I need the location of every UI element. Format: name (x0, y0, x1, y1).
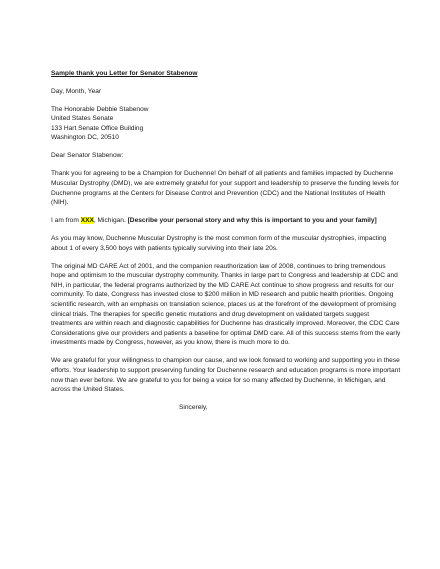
placeholder-highlight: XXX (80, 217, 94, 225)
personal-middle: , Michigan. (93, 217, 128, 225)
letter-date: Day, Month, Year (51, 87, 102, 95)
letter-title: Sample thank you Letter for Senator Stabenow (51, 70, 198, 77)
paragraph-md-care-act: The original MD CARE Act of 2001, and the companion reauthorization law of 2008, continues to bring tremendous hope and optimism to the muscular dystrophy community. Thanks in large part to Congress and leadership at CDC and NIH, in particular, the federal programs authorized by the MD CARE Act continue to show progress and results for our community. To date, Congress has invested close to $200 million in MD research and public health priorities. Ongoing scientific research, with an emphasis on translation science, places us at the forefront of the development of promising clinical trials. The therapies for specific genetic mutations and drug development on validated targets suggest treatments are within reach and diagnostic capabilities for Duchenne has drastically improved. Moreover, the CDC Care Considerations give our providers and patients a baseline for optimal DMD care. All of this success stems from the early investments made by Congress, however, as you know, there is much more to do. (51, 262, 401, 347)
address-line: The Honorable Debbie Stabenow (51, 105, 149, 113)
recipient-address (51, 105, 401, 143)
address-line: Washington DC, 20510 (51, 134, 119, 142)
paragraph-thanks: Thank you for agreeing to be a Champion for Duchenne! On behalf of all patients and families impacted by Duchenne Muscular Dystrophy (DMD), we are extremely grateful for your support and leadership to preserve the funding levels for Duchenne programs at the Centers for Disease Control and Prevention (CDC) and the National Institutes of Health (NIH). (51, 170, 399, 207)
closing: Sincerely, (179, 404, 208, 412)
personal-instruction: [Describe your personal story and why this is important to you and your family] (127, 217, 377, 225)
personal-prefix: I am from (51, 217, 81, 225)
paragraph-gratitude: We are grateful for your willingness to champion our cause, and we look forward to working and supporting you in these efforts. Your leadership to support preserving funding for Duchenne research and education programs is more important now than ever before. We are grateful to you for being a voice for so many affected by Duchenne, in Michigan, and across the United States. (51, 357, 401, 394)
salutation: Dear Senator Stabenow: (51, 152, 124, 160)
paragraph-personal (51, 216, 401, 226)
letter-body (51, 69, 401, 413)
address-line: United States Senate (51, 115, 114, 123)
address-line: 133 Hart Senate Office Building (51, 124, 144, 132)
paragraph-dmd: As you may know, Duchenne Muscular Dystrophy is the most common form of the muscular dystrophies, impacting about 1 of every 3,500 boys with patients typically surviving into their late 20s. (51, 235, 387, 252)
